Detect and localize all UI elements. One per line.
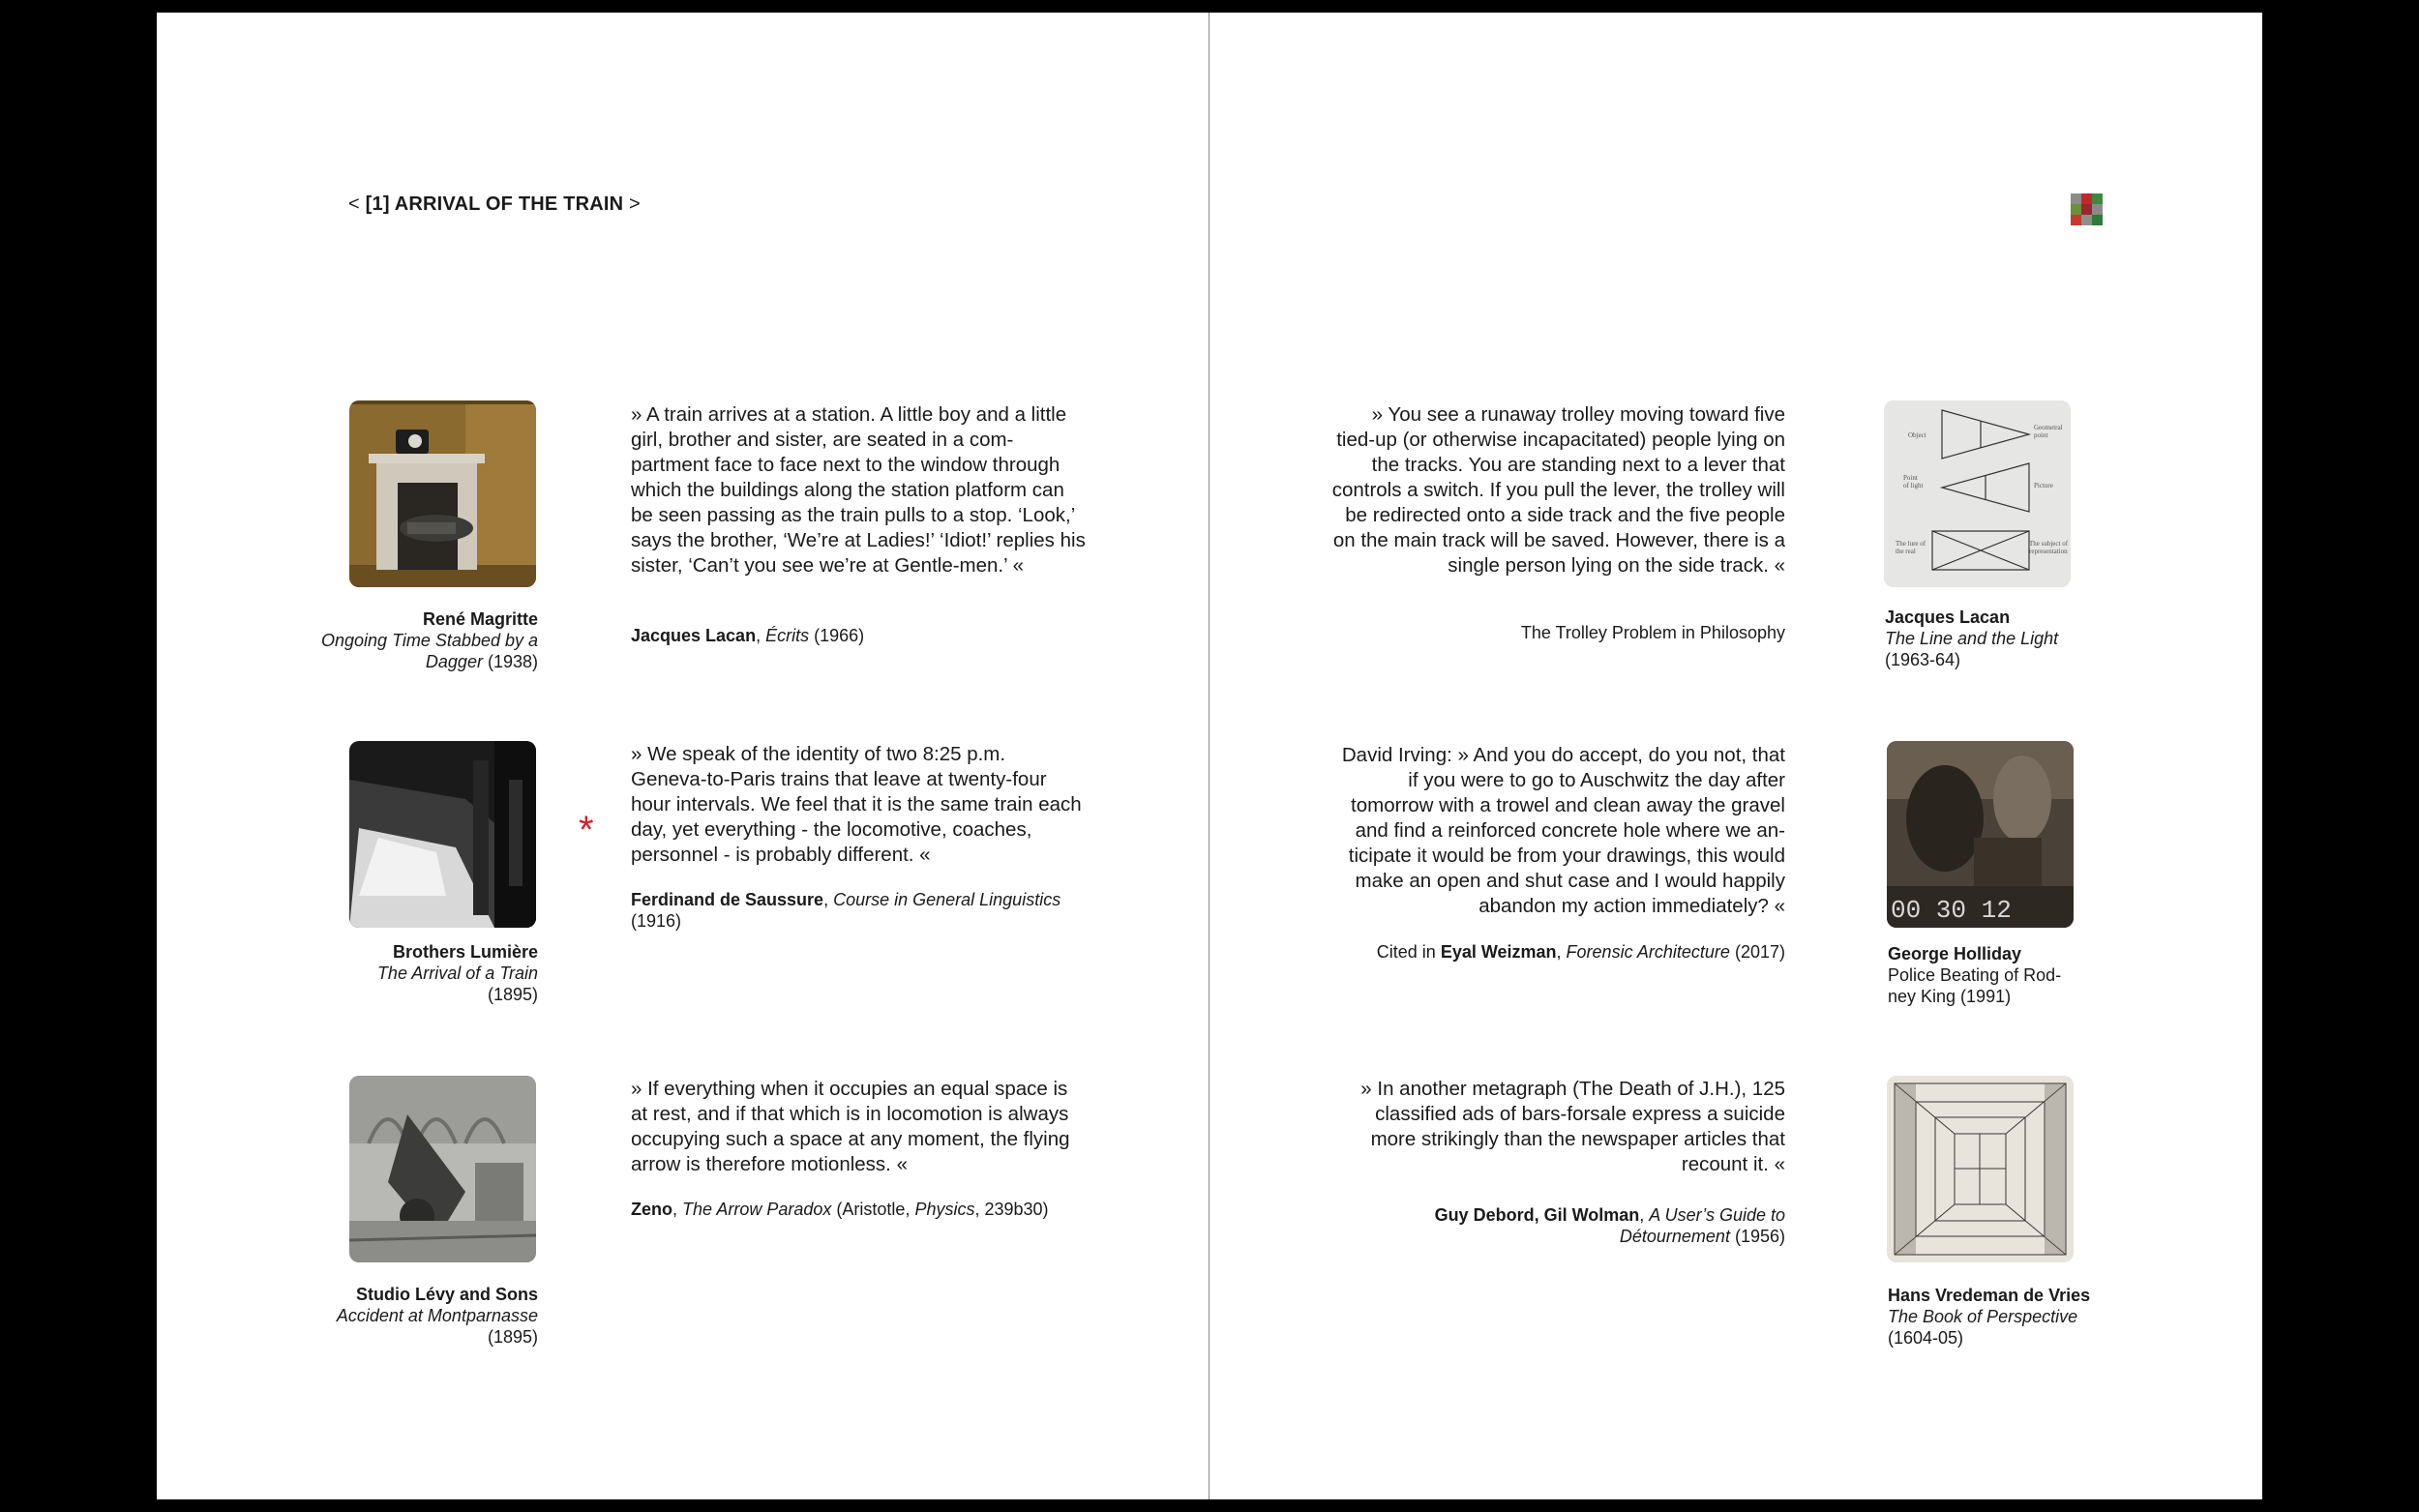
source-year: (1956) — [1729, 1227, 1785, 1246]
quote-zeno: » If everything when it occupies an equal space is at rest, and if that which is in locomotion is always occupying such a space at any moment, the flying arrow is therefore motionless. « — [631, 1078, 1070, 1175]
svg-text:Picture: Picture — [2034, 482, 2053, 489]
color-grid-cell — [2081, 193, 2092, 204]
source-paren-open: (Aristotle, — [831, 1200, 915, 1219]
color-grid-cell — [2071, 193, 2081, 204]
source-author: Ferdinand de Saussure — [631, 890, 824, 909]
quote-lacan-ecrits: » A train arrives at a station. A little boy and a little girl, brother and sister, are seated in a com-partment face to face next to the window through which the buildings along the station platform can be seen passing as the train pulls to a stop. ‘Look,’ says the brother, ‘We’re at Ladies!’ ‘Idiot!’ replies his sister, ‘Can’t you see we’re at Gentle-men.’ « — [631, 403, 1086, 577]
source-sep: , — [672, 1200, 683, 1219]
page-spine — [1209, 13, 1210, 1499]
chapter-title: [1] ARRIVAL OF THE TRAIN — [365, 193, 624, 215]
caption-artist: Hans Vredeman de Vries — [1888, 1286, 2091, 1305]
color-grid-cell — [2081, 204, 2092, 215]
caption-levy — [306, 1284, 538, 1348]
train-wreck-photo-image — [349, 1076, 536, 1262]
quote-irving: David Irving: » And you do accept, do you not, that if you were to go to Auschwitz the day after tomorrow with a trowel and clean away the gravel and find a reinforced concrete hole where we an-ticipate it would be from your drawings, this would make an open and shut case and I would happily abandon my action immediately? « — [1341, 744, 1785, 917]
source-author: Eyal Weizman — [1440, 942, 1557, 962]
lumiere-film-still-image — [349, 741, 536, 928]
caption-holliday — [1888, 943, 2120, 1007]
video-timestamp: 00 30 12 — [1891, 896, 2012, 925]
color-grid-cell — [2092, 193, 2103, 204]
svg-text:point: point — [2034, 431, 2048, 439]
caption-artist: Studio Lévy and Sons — [355, 1285, 538, 1304]
caption-artist: Brothers Lumière — [392, 942, 538, 962]
video-still-image — [1887, 741, 2074, 928]
svg-text:The subject of: The subject of — [2029, 540, 2069, 548]
source-weizman — [1330, 941, 1785, 963]
svg-text:The lure of: The lure of — [1896, 540, 1926, 548]
source-debord — [1330, 1204, 1785, 1247]
source-sep: , — [756, 626, 766, 645]
source-sep: , — [823, 890, 834, 909]
chapter-open-bracket: < — [348, 193, 366, 215]
source-sep: , — [1556, 942, 1567, 962]
asterisk-mark: * — [579, 809, 594, 851]
quote-debord: » In another metagraph (The Death of J.H.), 125 classified ads of bars-forsale express a suicide more strikingly than the newspaper articles that recount it. « — [1360, 1078, 1785, 1175]
svg-text:of light: of light — [1903, 482, 1924, 489]
caption-work: Police Beating of Rod-ney King (1991) — [1888, 965, 2062, 1006]
svg-text:representation: representation — [2029, 548, 2068, 555]
source-work: A User’s Guide to Détournement — [1619, 1205, 1785, 1246]
source-paren-close: , 239b30) — [974, 1200, 1049, 1219]
source-year: (1966) — [809, 626, 865, 645]
svg-text:Object: Object — [1908, 431, 1926, 439]
source-work: The Arrow Paradox — [682, 1200, 832, 1219]
source-author: Zeno — [631, 1200, 672, 1219]
caption-year: (1604-05) — [1888, 1328, 1964, 1348]
color-grid-cell — [2092, 204, 2103, 215]
chapter-heading — [348, 193, 641, 216]
svg-text:Geometral: Geometral — [2034, 424, 2063, 431]
source-saussure — [631, 889, 1086, 932]
quote-saussure: » We speak of the identity of two 8:25 p.m. Geneva-to-Paris trains that leave at twenty-four hour intervals. We feel that it is the same train each day, yet everything - the locomotive, coaches, personnel - is probably different. « — [631, 743, 1082, 866]
color-grid-cell — [2081, 215, 2092, 225]
caption-artist: George Holliday — [1888, 944, 2022, 964]
quote-trolley: » You see a runaway trolley moving toward five tied-up (or otherwise incapacitated) people lying on the tracks. You are standing next to a lever that controls a switch. If you pull the lever, the trolley will be redirected onto a side track and the five people on the main track will be saved. However, there is a single person lying on the side track. « — [1331, 403, 1785, 577]
caption-year: (1895) — [487, 985, 538, 1004]
caption-magritte — [306, 608, 538, 672]
source-zeno — [631, 1199, 1086, 1220]
source-sep: , — [1639, 1205, 1650, 1225]
caption-work: The Book of Perspective — [1888, 1307, 2078, 1326]
caption-work: The Line and the Light — [1885, 629, 2059, 648]
svg-text:Point: Point — [1903, 474, 1918, 482]
source-author: Guy Debord, Gil Wolman — [1434, 1205, 1640, 1225]
magritte-painting-image — [349, 400, 536, 587]
color-grid-cell — [2071, 215, 2081, 225]
source-work: Forensic Architecture — [1566, 942, 1730, 962]
perspective-engraving-image — [1887, 1076, 2074, 1262]
source-work: Course in General Linguistics — [833, 890, 1061, 909]
color-grid-cell — [2092, 215, 2103, 225]
source-work-2: Physics — [914, 1200, 975, 1219]
caption-year: (1895) — [487, 1327, 538, 1347]
source-trolley: The Trolley Problem in Philosophy — [1520, 623, 1785, 642]
caption-vredeman — [1888, 1285, 2120, 1349]
source-year: (2017) — [1729, 942, 1785, 962]
lacan-diagram-image — [1884, 400, 2071, 587]
source-prefix: Cited in — [1376, 942, 1441, 962]
source-work: Écrits — [765, 626, 810, 645]
caption-artist: Jacques Lacan — [1885, 608, 2011, 627]
chapter-close-bracket: > — [623, 193, 641, 215]
caption-work: Ongoing Time Stabbed by a Dagger — [321, 631, 538, 671]
color-grid-cell — [2071, 204, 2081, 215]
caption-work: The Arrival of a Train — [376, 964, 538, 983]
caption-artist: René Magritte — [422, 609, 538, 629]
source-lacan-ecrits — [631, 625, 1086, 646]
caption-year: (1938) — [482, 652, 538, 671]
caption-lacan-line — [1885, 607, 2117, 670]
caption-year: (1963-64) — [1885, 650, 1961, 669]
caption-lumiere — [306, 941, 538, 1005]
caption-work: Accident at Montparnasse — [336, 1306, 538, 1325]
color-grid-icon — [2071, 193, 2103, 225]
svg-text:the real: the real — [1896, 548, 1916, 555]
source-year: (1916) — [631, 911, 682, 931]
source-author: Jacques Lacan — [631, 626, 757, 645]
